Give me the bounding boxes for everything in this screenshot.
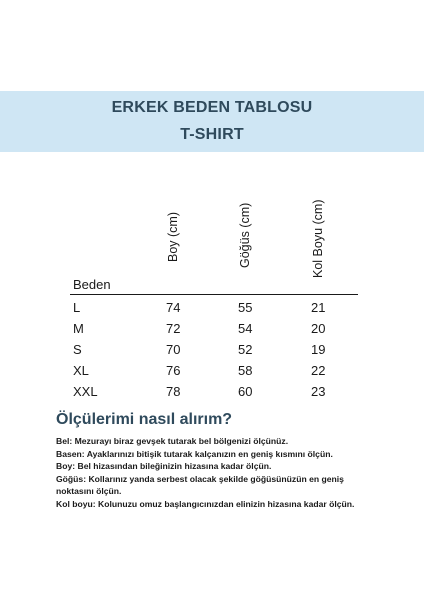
table-cell-kol-boyu: 19	[311, 342, 326, 357]
instruction-line: Göğüs: Kollarınız yanda serbest olacak şekilde göğüsünüzün en geniş	[56, 473, 344, 484]
table-cell-gogus: 54	[238, 321, 253, 336]
table-cell-gogus: 58	[238, 363, 253, 378]
instruction-line: noktasını ölçün.	[56, 486, 122, 497]
size-label: M	[73, 321, 84, 336]
table-cell-gogus: 60	[238, 384, 253, 399]
header-divider	[70, 294, 358, 295]
table-cell-gogus: 52	[238, 342, 253, 357]
table-cell-kol-boyu: 20	[311, 321, 326, 336]
size-label: S	[73, 342, 82, 357]
size-label: L	[73, 300, 81, 315]
table-cell-boy: 76	[166, 363, 181, 378]
instruction-line: Boy: Bel hizasından bileğinizin hizasına kadar ölçün.	[56, 461, 272, 472]
page-title: ERKEK BEDEN TABLOSU	[111, 99, 313, 116]
instruction-line: Bel: Mezurayı biraz gevşek tutarak bel bölgenizi ölçünüz.	[56, 436, 289, 446]
row-header-beden: Beden	[73, 277, 111, 292]
size-label: XXL	[73, 384, 98, 399]
instruction-line: Kol boyu: Kolunuzu omuz başlangıcınızdan elinizin hizasına kadar ölçün.	[56, 498, 355, 509]
column-header-gogus: Göğüs (cm)	[238, 202, 252, 268]
instruction-line: Basen: Ayaklarınızı bitişik tutarak kalçanızın en geniş kısmını ölçün.	[56, 448, 333, 459]
column-header-kol-boyu: Kol Boyu (cm)	[311, 199, 325, 278]
size-label: XL	[73, 363, 89, 378]
table-cell-boy: 72	[166, 321, 181, 336]
page-subtitle: T-SHIRT	[180, 126, 244, 143]
table-cell-gogus: 55	[238, 300, 253, 315]
table-cell-boy: 78	[166, 384, 181, 399]
howto-heading: Ölçülerimi nasıl alırım?	[56, 411, 233, 428]
table-cell-kol-boyu: 21	[311, 300, 326, 315]
table-cell-boy: 70	[166, 342, 181, 357]
table-cell-kol-boyu: 22	[311, 363, 326, 378]
table-cell-kol-boyu: 23	[311, 384, 326, 399]
column-header-boy: Boy (cm)	[166, 212, 180, 262]
table-cell-boy: 74	[166, 300, 181, 315]
howto-instructions	[56, 435, 416, 511]
